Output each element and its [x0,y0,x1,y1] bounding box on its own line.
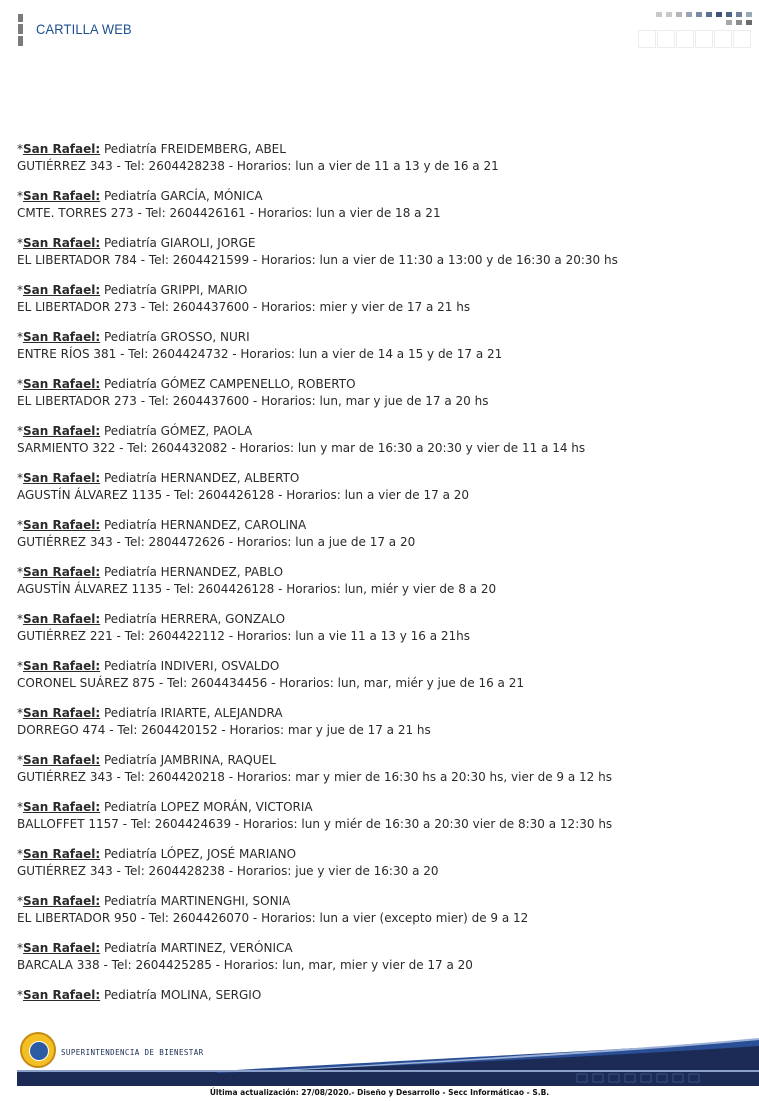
entry-details: EL LIBERTADOR 273 - Tel: 2604437600 - Horarios: mier y vier de 17 a 21 hs [17,300,471,314]
entry-prefix: * [17,377,23,391]
provincial-seal-icon [20,1032,56,1068]
entry-name: Pediatría GÓMEZ, PAOLA [100,424,253,438]
pixel-pattern-decoration [638,12,759,48]
entry-details: BARCALA 338 - Tel: 2604425285 - Horarios: lun, mar, mier y vier de 17 a 20 [17,958,473,972]
entry-city: San Rafael: [23,941,101,955]
entry-city: San Rafael: [23,753,101,767]
entry-name: Pediatría GÓMEZ CAMPENELLO, ROBERTO [100,377,356,391]
list-item [17,752,747,786]
entry-city: San Rafael: [23,424,101,438]
entry-prefix: * [17,800,23,814]
list-item [17,470,747,504]
list-item [17,517,747,551]
list-item [17,940,747,974]
list-item [17,987,747,1004]
entry-prefix: * [17,753,23,767]
entry-details: GUTIÉRREZ 221 - Tel: 2604422112 - Horarios: lun a vie 11 a 13 y 16 a 21hs [17,629,471,643]
header-bar-icon [18,14,23,46]
entry-name: Pediatría INDIVERI, OSVALDO [100,659,280,673]
list-item [17,376,747,410]
list-item [17,235,747,269]
entry-name: Pediatría MARTINENGHI, SONIA [100,894,291,908]
entry-prefix: * [17,142,23,156]
organization-name: SUPERINTENDENCIA DE BIENESTAR [61,1048,204,1057]
entry-city: San Rafael: [23,800,101,814]
entry-prefix: * [17,659,23,673]
entry-city: San Rafael: [23,236,101,250]
entry-city: San Rafael: [23,471,101,485]
entry-name: Pediatría HERRERA, GONZALO [100,612,286,626]
entry-city: San Rafael: [23,612,101,626]
entry-name: Pediatría FREIDEMBERG, ABEL [100,142,286,156]
list-item [17,799,747,833]
entry-name: Pediatría JAMBRINA, RAQUEL [100,753,276,767]
entry-city: San Rafael: [23,330,101,344]
footer-banner [17,1028,759,1088]
list-item [17,611,747,645]
directory-list [17,141,747,1017]
entry-name: Pediatría HERNANDEZ, CAROLINA [100,518,307,532]
page-title: CARTILLA WEB [36,21,132,37]
entry-name: Pediatría GARCÍA, MÓNICA [100,189,263,203]
entry-prefix: * [17,236,23,250]
entry-city: San Rafael: [23,706,101,720]
entry-prefix: * [17,612,23,626]
entry-prefix: * [17,283,23,297]
entry-prefix: * [17,330,23,344]
entry-prefix: * [17,565,23,579]
entry-prefix: * [17,471,23,485]
entry-name: Pediatría GROSSO, NURI [100,330,250,344]
entry-details: AGUSTÍN ÁLVAREZ 1135 - Tel: 2604426128 - Horarios: lun a vier de 17 a 20 [17,488,470,502]
entry-details: GUTIÉRREZ 343 - Tel: 2604428238 - Horarios: jue y vier de 16:30 a 20 [17,864,439,878]
entry-details: CMTE. TORRES 273 - Tel: 2604426161 - Horarios: lun a vier de 18 a 21 [17,206,441,220]
list-item [17,141,747,175]
list-item [17,188,747,222]
entry-city: San Rafael: [23,189,101,203]
entry-name: Pediatría LÓPEZ, JOSÉ MARIANO [100,847,297,861]
list-item [17,705,747,739]
entry-city: San Rafael: [23,894,101,908]
entry-details: EL LIBERTADOR 950 - Tel: 2604426070 - Horarios: lun a vier (excepto mier) de 9 a 12 [17,911,529,925]
list-item [17,846,747,880]
last-updated-note: Última actualización: 27/08/2020.- Diseño y Desarrollo - Secc Informáticao - S.B. [209,1088,550,1097]
entry-name: Pediatría MARTINEZ, VERÓNICA [100,941,293,955]
entry-name: Pediatría GRIPPI, MARIO [100,283,248,297]
entry-city: San Rafael: [23,659,101,673]
entry-city: San Rafael: [23,518,101,532]
entry-name: Pediatría LOPEZ MORÁN, VICTORIA [100,800,313,814]
entry-details: DORREGO 474 - Tel: 2604420152 - Horarios: mar y jue de 17 a 21 hs [17,723,431,737]
entry-city: San Rafael: [23,283,101,297]
entry-prefix: * [17,189,23,203]
page-footer [17,1028,759,1088]
entry-name: Pediatría MOLINA, SERGIO [100,988,262,1002]
entry-details: SARMIENTO 322 - Tel: 2604432082 - Horarios: lun y mar de 16:30 a 20:30 y vier de 11 a 14 hs [17,441,586,455]
entry-city: San Rafael: [23,988,101,1002]
entry-prefix: * [17,941,23,955]
entry-prefix: * [17,847,23,861]
entry-name: Pediatría IRIARTE, ALEJANDRA [100,706,283,720]
entry-prefix: * [17,988,23,1002]
entry-details: AGUSTÍN ÁLVAREZ 1135 - Tel: 2604426128 - Horarios: lun, miér y vier de 8 a 20 [17,582,497,596]
entry-details: EL LIBERTADOR 784 - Tel: 2604421599 - Horarios: lun a vier de 11:30 a 13:00 y de 16:30 a 20:30 hs [17,253,618,267]
entry-details: CORONEL SUÁREZ 875 - Tel: 2604434456 - Horarios: lun, mar, miér y jue de 16 a 21 [17,676,524,690]
entry-name: Pediatría GIAROLI, JORGE [100,236,256,250]
entry-name: Pediatría HERNANDEZ, ALBERTO [100,471,300,485]
list-item [17,329,747,363]
entry-prefix: * [17,424,23,438]
entry-details: BALLOFFET 1157 - Tel: 2604424639 - Horarios: lun y miér de 16:30 a 20:30 vier de 8:30 a 12:30 hs [17,817,613,831]
entry-city: San Rafael: [23,377,101,391]
entry-details: EL LIBERTADOR 273 - Tel: 2604437600 - Horarios: lun, mar y jue de 17 a 20 hs [17,394,489,408]
entry-details: GUTIÉRREZ 343 - Tel: 2604420218 - Horarios: mar y mier de 16:30 hs a 20:30 hs, vier de 9 a 12 hs [17,770,612,784]
list-item [17,282,747,316]
entry-details: GUTIÉRREZ 343 - Tel: 2604428238 - Horarios: lun a vier de 11 a 13 y de 16 a 21 [17,159,499,173]
entry-city: San Rafael: [23,847,101,861]
list-item [17,893,747,927]
page-header [0,0,759,60]
entry-details: GUTIÉRREZ 343 - Tel: 2804472626 - Horarios: lun a jue de 17 a 20 [17,535,416,549]
list-item [17,423,747,457]
entry-prefix: * [17,894,23,908]
entry-name: Pediatría HERNANDEZ, PABLO [100,565,284,579]
entry-details: ENTRE RÍOS 381 - Tel: 2604424732 - Horarios: lun a vier de 14 a 15 y de 17 a 21 [17,347,503,361]
entry-prefix: * [17,706,23,720]
entry-city: San Rafael: [23,565,101,579]
entry-prefix: * [17,518,23,532]
entry-city: San Rafael: [23,142,101,156]
list-item [17,564,747,598]
list-item [17,658,747,692]
